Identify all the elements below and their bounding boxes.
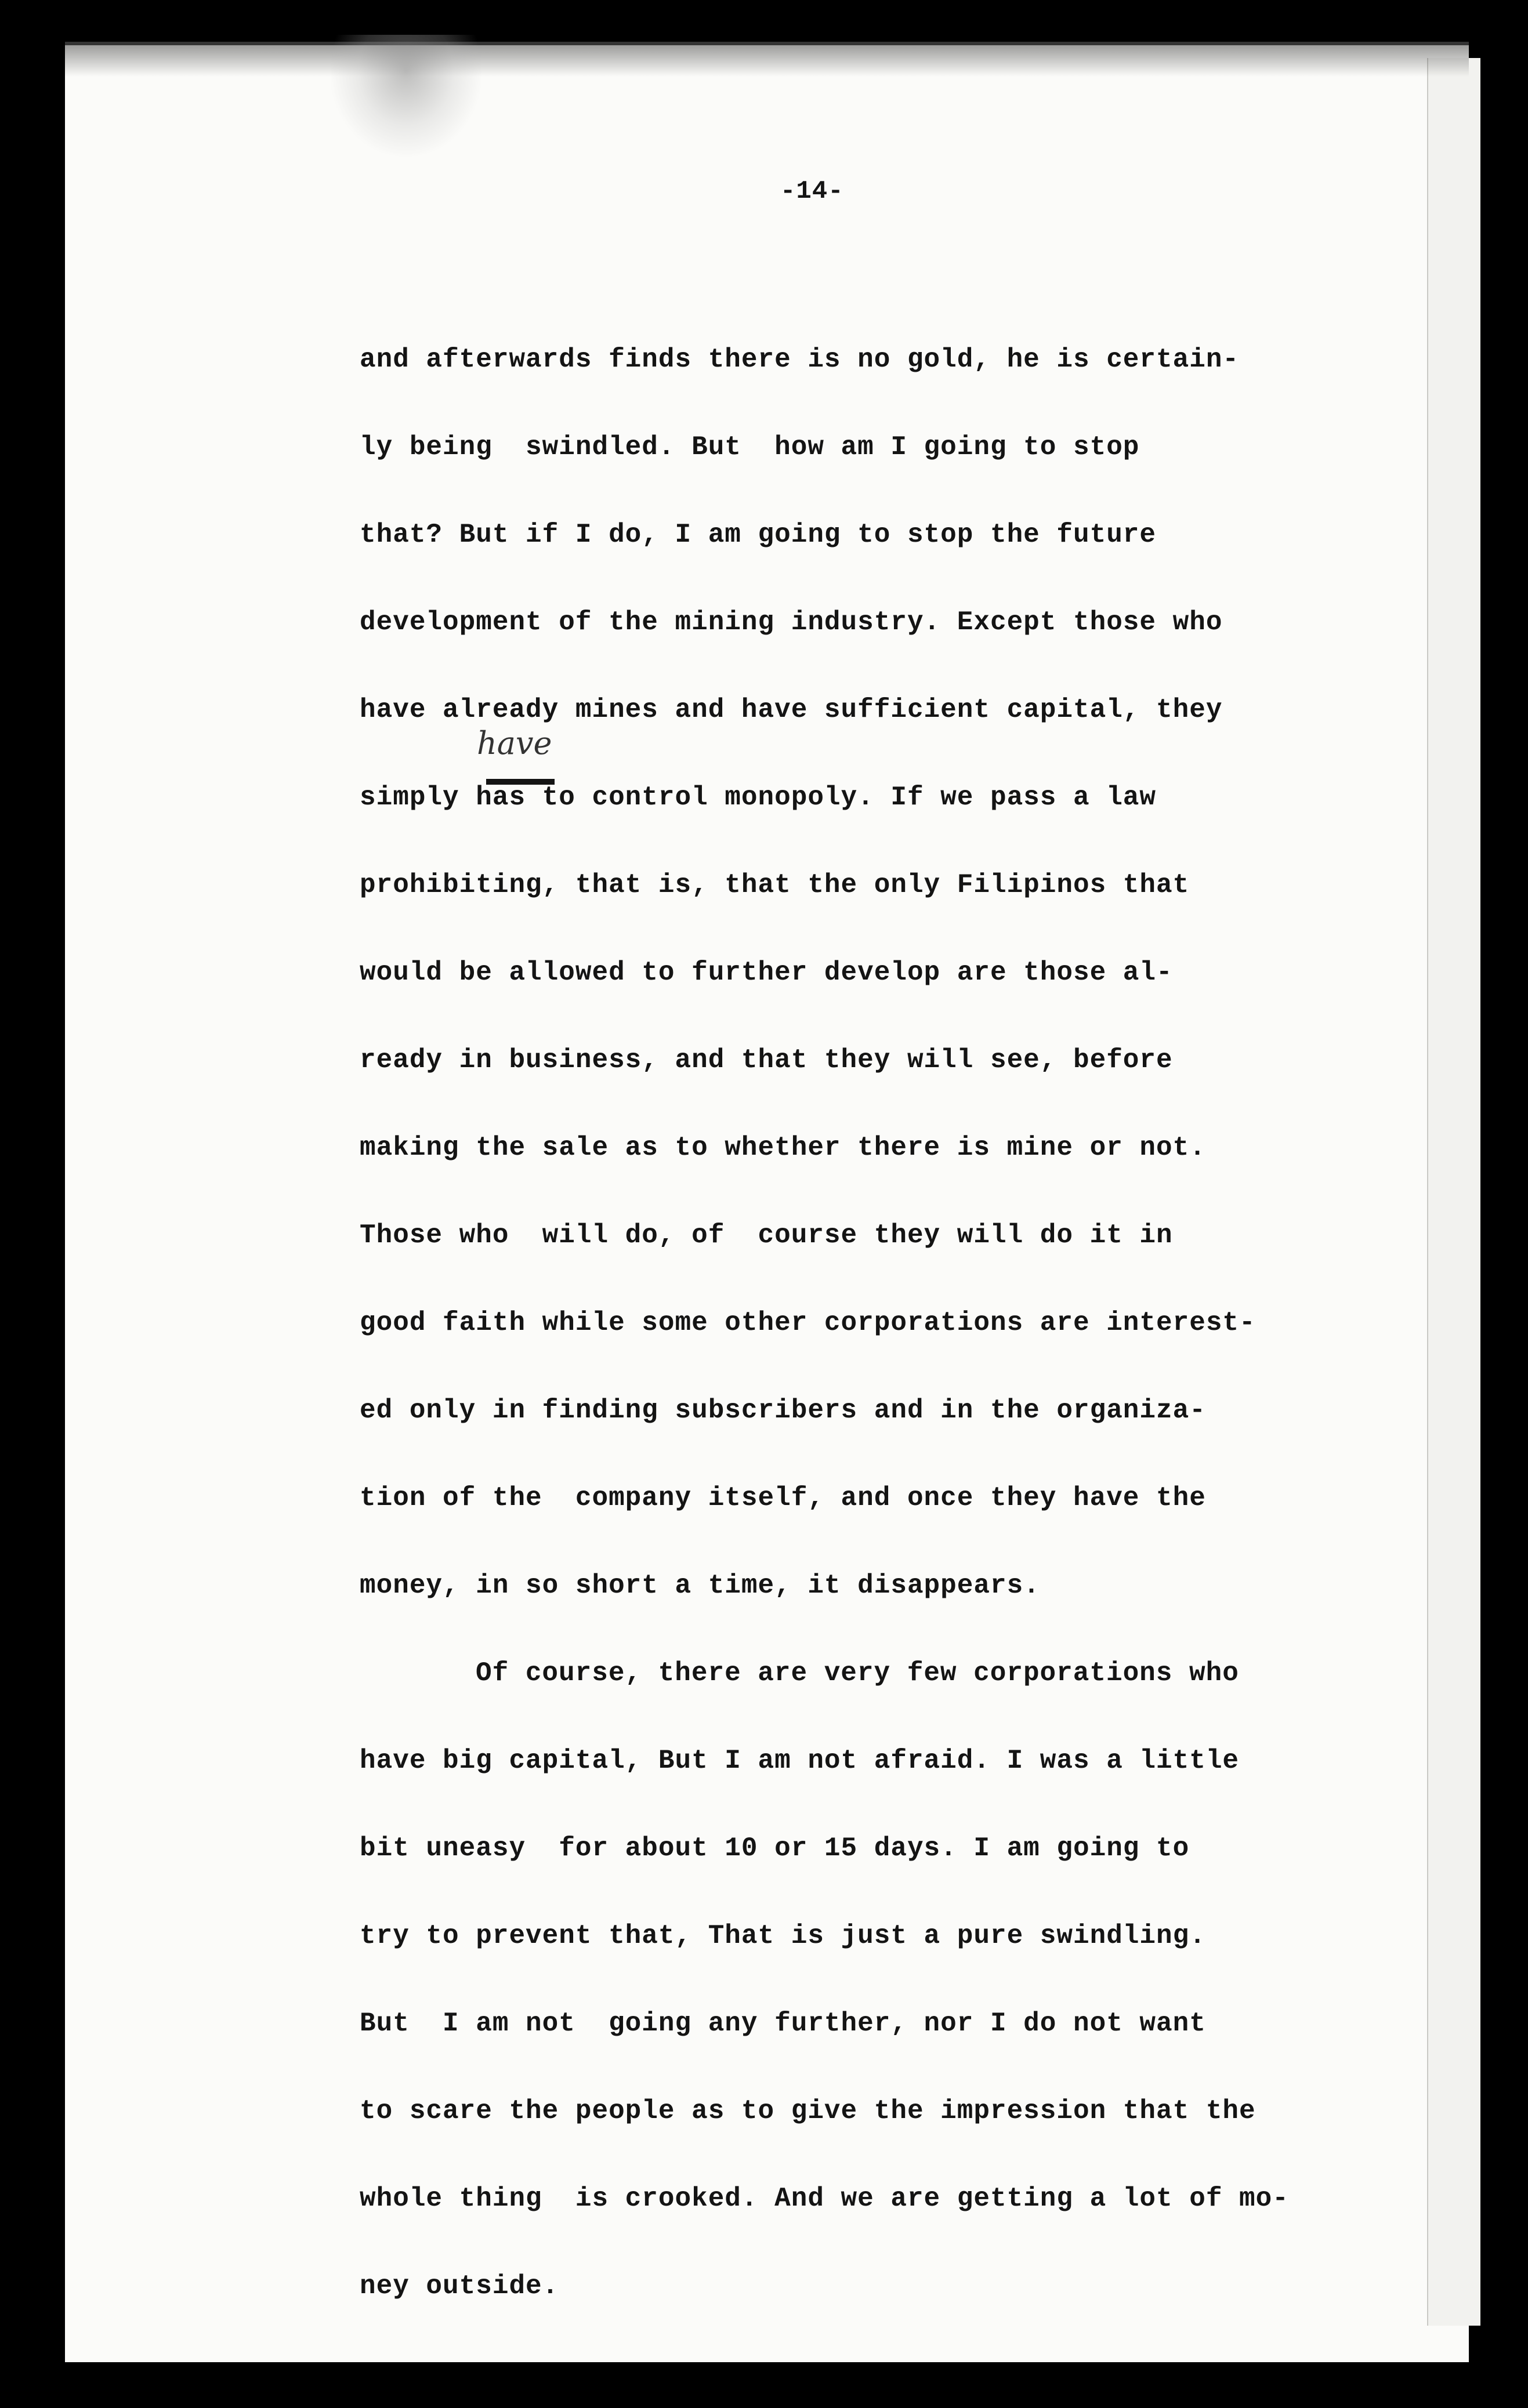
- text-line: try to prevent that, That is just a pure swindling.: [360, 1921, 1206, 1951]
- text-line: would be allowed to further develop are those al-: [360, 958, 1173, 988]
- text-line: have big capital, But I am not afraid. I was a little: [360, 1746, 1240, 1776]
- text-line: ready in business, and that they will see, before: [360, 1045, 1173, 1075]
- page-number: -14-: [780, 177, 844, 206]
- text-line: making the sale as to whether there is mine or not.: [360, 1133, 1206, 1163]
- text-line: ed only in finding subscribers and in the organiza-: [360, 1395, 1206, 1426]
- text-line: prohibiting, that is, that the only Filipinos that: [360, 870, 1190, 900]
- text-line: But I am not going any further, nor I do not want: [360, 2008, 1206, 2039]
- paragraph-start-line: Of course, there are very few corporations who: [476, 1658, 1239, 1688]
- body-text: [360, 316, 1381, 2330]
- scan-shadow: [65, 42, 1469, 77]
- text-line: Those who will do, of course they will do it in: [360, 1220, 1173, 1250]
- text-line: have already mines and have sufficient capital, they: [360, 695, 1223, 725]
- text-line: whole thing is crooked. And we are getting a lot of mo-: [360, 2184, 1289, 2214]
- text-line: bit uneasy for about 10 or 15 days. I am going to: [360, 1833, 1190, 1863]
- text-line: that? But if I do, I am going to stop the future: [360, 520, 1157, 550]
- text-line: development of the mining industry. Except those who: [360, 607, 1223, 637]
- text-line: money, in so short a time, it disappears.: [360, 1571, 1040, 1601]
- text-line: tion of the company itself, and once they have the: [360, 1483, 1206, 1513]
- text-line: simply has to control monopoly. If we pass a law: [360, 782, 1157, 813]
- handwritten-correction: have: [477, 725, 552, 761]
- text-line: ly being swindled. But how am I going to stop: [360, 432, 1140, 462]
- text-line: to scare the people as to give the impression that the: [360, 2096, 1256, 2126]
- text-line: ney outside.: [360, 2271, 559, 2301]
- text-line: and afterwards finds there is no gold, he is certain-: [360, 344, 1240, 375]
- text-line: good faith while some other corporations are interest-: [360, 1308, 1256, 1338]
- underlying-page-edge: [1427, 58, 1480, 2326]
